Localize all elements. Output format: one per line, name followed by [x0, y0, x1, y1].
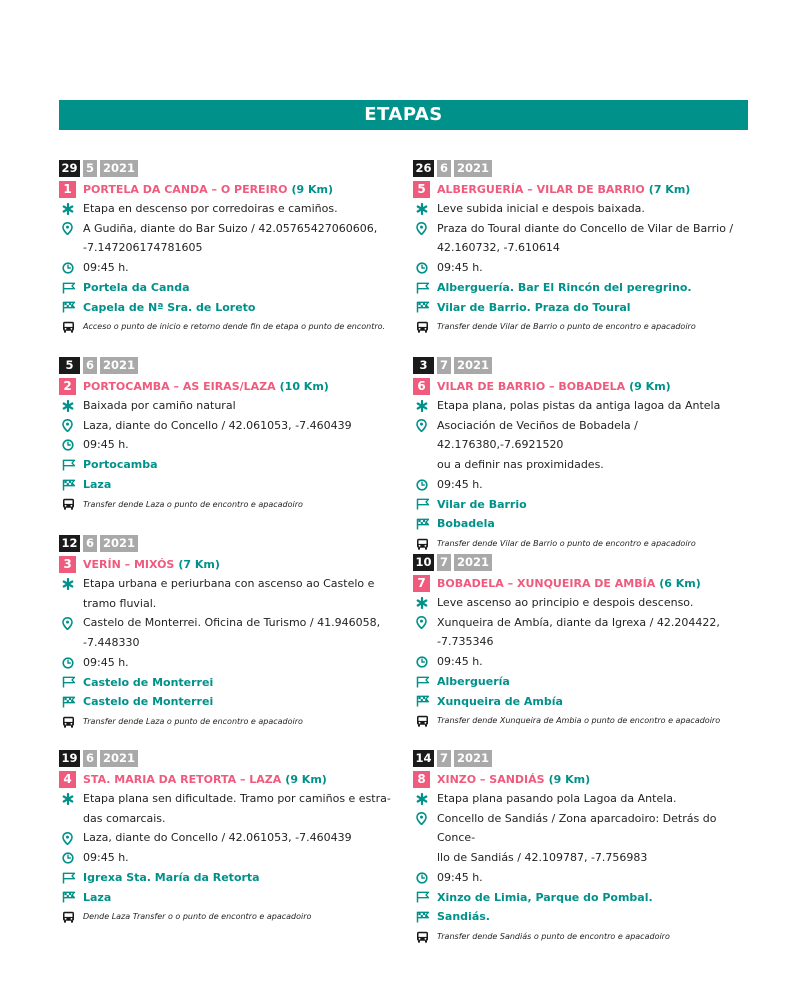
clock-icon-glyph [62, 852, 74, 864]
asterisk-icon-glyph [62, 203, 74, 215]
stage-transport-text: Transfer dende Laza o punto de encontro e apacadoiro [83, 716, 303, 726]
stage-meeting-point-line: llo de Sandiás / 42.109787, -7.756983 [437, 851, 648, 865]
clock-icon [59, 848, 83, 868]
stage-description [59, 396, 394, 416]
stage-finish [59, 475, 394, 495]
start-flag-icon [59, 455, 83, 475]
clock-icon-glyph [62, 439, 74, 451]
finish-flag-icon-glyph [416, 518, 430, 530]
finish-flag-icon-glyph [62, 891, 76, 903]
asterisk-icon [413, 396, 437, 416]
stage-description-line: Baixada por camiño natural [83, 399, 236, 412]
date-month: 5 [83, 160, 97, 177]
stage-card [413, 750, 748, 947]
start-flag-icon-glyph [416, 498, 430, 510]
location-pin-icon [413, 219, 437, 239]
stage-meeting-point [413, 219, 748, 258]
bus-icon [59, 712, 83, 732]
bus-icon-glyph [62, 321, 75, 333]
stage-name: STA. MARIA DA RETORTA – LAZA [83, 773, 282, 786]
stage-number-badge: 5 [413, 181, 430, 198]
date-month: 6 [83, 357, 97, 374]
stage-finish [413, 692, 748, 712]
start-flag-icon-glyph [62, 676, 76, 688]
location-pin-icon-glyph [416, 616, 427, 629]
stage-transport-text: Transfer dende Xunqueira de Ambia o punto de encontro e apacadoiro [437, 716, 721, 726]
finish-flag-icon [59, 888, 83, 908]
bus-icon-glyph [416, 321, 429, 333]
stage-start-text: Portocamba [83, 458, 158, 472]
date-day: 29 [59, 160, 80, 177]
stage-distance: (9 Km) [291, 183, 334, 196]
start-flag-icon-glyph [416, 282, 430, 294]
finish-flag-icon-glyph [416, 695, 430, 707]
stage-time-text: 09:45 h. [437, 261, 483, 275]
stage-transport-text: Acceso o punto de inicio e retorno dende fin de etapa o punto de encontro. [83, 322, 386, 332]
asterisk-icon [59, 574, 83, 594]
clock-icon [413, 475, 437, 495]
stage-date [413, 750, 748, 767]
stage-time [413, 475, 748, 495]
stage-distance: (7 Km) [178, 558, 220, 571]
stage-meeting-point-line: A Gudiña, diante do Bar Suizo / 42.05765427060606, [83, 221, 378, 235]
stage-description-line: tramo fluvial. [83, 596, 157, 610]
stage-time [59, 653, 394, 673]
clock-icon-glyph [416, 479, 428, 491]
stage-start-text: Igrexa Sta. María da Retorta [83, 870, 260, 884]
asterisk-icon [59, 789, 83, 809]
stage-start [59, 455, 394, 475]
location-pin-icon-glyph [62, 617, 73, 630]
stage-name: PORTOCAMBA – AS EIRAS/LAZA [83, 380, 276, 393]
stage-card [413, 160, 748, 337]
start-flag-icon [413, 672, 437, 692]
stage-description-text [83, 199, 394, 219]
finish-flag-icon [413, 907, 437, 927]
date-month: 7 [437, 554, 451, 571]
clock-icon [413, 258, 437, 278]
bus-icon-glyph [62, 911, 75, 923]
stage-start [59, 868, 394, 888]
stage-meeting-point-line: -7.147206174781605 [83, 241, 203, 255]
finish-flag-icon [413, 298, 437, 318]
stage-time-text: 09:45 h. [83, 851, 129, 865]
stage-date [413, 160, 748, 177]
stage-start-text: Vilar de Barrio [437, 497, 527, 511]
date-month: 6 [83, 750, 97, 767]
stage-meeting-point-text [83, 219, 394, 258]
date-month: 7 [437, 750, 451, 767]
stage-meeting-point-text [83, 828, 394, 848]
stage-description-line: Etapa urbana e periurbana con ascenso ao Castelo e [83, 577, 375, 590]
location-pin-icon [59, 613, 83, 633]
stage-description-text [437, 396, 748, 416]
finish-flag-icon-glyph [62, 301, 76, 313]
finish-flag-icon [413, 514, 437, 534]
clock-icon [413, 868, 437, 888]
stage-number-badge: 3 [59, 556, 76, 573]
clock-icon-glyph [416, 656, 428, 668]
date-month: 7 [437, 357, 451, 374]
stage-finish [59, 888, 394, 908]
location-pin-icon-glyph [62, 832, 73, 845]
asterisk-icon-glyph [416, 400, 428, 412]
stage-transport [59, 712, 394, 732]
stage-card [59, 535, 394, 732]
stage-description [413, 396, 748, 416]
clock-icon [59, 435, 83, 455]
location-pin-icon-glyph [62, 222, 73, 235]
location-pin-icon [59, 219, 83, 239]
stage-finish-text: Sandiás. [437, 910, 490, 924]
stage-title [59, 555, 394, 574]
stage-description-line: Etapa en descenso por corredoiras e camiños. [83, 202, 338, 215]
clock-icon [413, 652, 437, 672]
clock-icon-glyph [416, 872, 428, 884]
stage-date [413, 554, 748, 571]
stage-distance: (7 Km) [648, 183, 691, 196]
stage-meeting-point [413, 613, 748, 652]
stage-finish [413, 298, 748, 318]
stage-finish-text: Vilar de Barrio. Praza do Toural [437, 300, 631, 314]
stage-meeting-point-text [83, 613, 394, 652]
stage-meeting-point-line: Concello de Sandiás / Zona aparcadoiro: Detrás do Conce- [437, 811, 717, 845]
stage-meeting-point [59, 219, 394, 258]
stage-title [413, 377, 748, 396]
stage-meeting-point-line: ou a definir nas proximidades. [437, 458, 604, 472]
stage-finish-text: Xunqueira de Ambía [437, 694, 563, 708]
stage-start [413, 278, 748, 298]
stage-date [413, 357, 748, 374]
stage-start-text: Xinzo de Limia, Parque do Pombal. [437, 890, 653, 904]
clock-icon [59, 653, 83, 673]
stage-meeting-point-line: Xunqueira de Ambía, diante da Igrexa / 42.204422, [437, 615, 720, 629]
stage-description [59, 789, 394, 828]
stage-meeting-point-text [437, 219, 748, 258]
stage-transport [59, 317, 394, 337]
stage-start [59, 278, 394, 298]
date-year: 2021 [100, 750, 138, 767]
location-pin-icon [59, 828, 83, 848]
stage-date [59, 750, 394, 767]
date-year: 2021 [100, 357, 138, 374]
stage-start [59, 673, 394, 693]
stage-meeting-point-line: 42.160732, -7.610614 [437, 241, 560, 255]
stage-name: PORTELA DA CANDA – O PEREIRO [83, 183, 288, 196]
finish-flag-icon-glyph [62, 696, 76, 708]
stage-time-text: 09:45 h. [437, 655, 483, 669]
date-year: 2021 [454, 554, 492, 571]
stage-number-badge: 2 [59, 378, 76, 395]
bus-icon [59, 907, 83, 927]
stage-meeting-point [413, 809, 748, 868]
stage-finish-text: Bobadela [437, 517, 495, 531]
stage-number-badge: 4 [59, 771, 76, 788]
stage-start [413, 888, 748, 908]
location-pin-icon-glyph [416, 222, 427, 235]
stage-description [413, 789, 748, 809]
stage-description [413, 593, 748, 613]
asterisk-icon [413, 593, 437, 613]
asterisk-icon [59, 199, 83, 219]
section-title-banner: ETAPAS [59, 100, 748, 130]
stage-finish [413, 907, 748, 927]
stage-time-text: 09:45 h. [437, 870, 483, 884]
stage-description-line: Etapa plana, polas pistas da antiga lagoa da Antela [437, 399, 721, 412]
stage-description-text [83, 789, 394, 828]
date-day: 14 [413, 750, 434, 767]
stage-number-badge: 8 [413, 771, 430, 788]
stage-meeting-point-text [437, 809, 748, 868]
stage-meeting-point [59, 416, 394, 436]
stage-start [413, 495, 748, 515]
stage-description-line: das comarcais. [83, 811, 166, 825]
date-day: 3 [413, 357, 434, 374]
stage-name: VILAR DE BARRIO – BOBADELA [437, 380, 626, 393]
stage-date [59, 535, 394, 552]
bus-icon-glyph [416, 715, 429, 727]
start-flag-icon [59, 673, 83, 693]
asterisk-icon [59, 396, 83, 416]
stage-name: XINZO – SANDIÁS [437, 773, 545, 786]
stage-card [59, 357, 394, 514]
stage-distance: (10 Km) [279, 380, 329, 393]
start-flag-icon-glyph [62, 282, 76, 294]
stage-start-text: Castelo de Monterrei [83, 675, 214, 689]
stage-meeting-point-line: Praza do Toural diante do Concello de Vilar de Barrio / [437, 221, 734, 235]
stage-description-line: Leve subida inicial e despois baixada. [437, 202, 645, 215]
stage-description-text [83, 396, 394, 416]
stage-number-badge: 1 [59, 181, 76, 198]
stage-distance: (9 Km) [548, 773, 591, 786]
stage-time [413, 258, 748, 278]
stage-time-text: 09:45 h. [83, 438, 129, 452]
stage-transport-text: Transfer dende Vilar de Barrio o punto de encontro e apacadoiro [437, 538, 696, 548]
stage-distance: (6 Km) [659, 577, 701, 590]
asterisk-icon-glyph [62, 578, 74, 590]
stage-description-line: Etapa plana sen dificultade. Tramo por camiños e estra- [83, 792, 391, 805]
stage-meeting-point-line: -7.735346 [437, 635, 494, 649]
stage-time-text: 09:45 h. [437, 477, 483, 491]
clock-icon-glyph [416, 262, 428, 274]
stage-finish [59, 298, 394, 318]
bus-icon-glyph [416, 931, 429, 943]
location-pin-icon [413, 809, 437, 829]
bus-icon [413, 711, 437, 731]
stage-time [59, 848, 394, 868]
stage-finish-text: Capela de Nª Sra. de Loreto [83, 300, 256, 314]
date-day: 10 [413, 554, 434, 571]
stage-name: VERÍN – MIXÓS [83, 558, 175, 571]
start-flag-icon [59, 278, 83, 298]
finish-flag-icon [59, 692, 83, 712]
stage-title [59, 770, 394, 789]
finish-flag-icon-glyph [62, 479, 76, 491]
stage-title [413, 770, 748, 789]
stage-distance: (9 Km) [285, 773, 327, 786]
stage-description-line: Leve ascenso ao principio e despois descenso. [437, 596, 694, 609]
bus-icon-glyph [416, 538, 429, 550]
stage-transport [413, 711, 748, 731]
stage-distance: (9 Km) [629, 380, 671, 393]
date-year: 2021 [454, 357, 492, 374]
bus-icon-glyph [62, 498, 75, 510]
stage-card [59, 160, 394, 337]
stage-title [59, 377, 394, 396]
stage-number-badge: 7 [413, 575, 430, 592]
stage-description-text [83, 574, 394, 613]
stage-description [59, 199, 394, 219]
stage-transport [59, 907, 394, 927]
date-year: 2021 [100, 535, 138, 552]
date-day: 12 [59, 535, 80, 552]
location-pin-icon-glyph [62, 419, 73, 432]
stage-description-text [437, 199, 748, 219]
stage-start-text: Alberguería. Bar El Rincón del peregrino. [437, 280, 692, 294]
stage-description-text [437, 789, 748, 809]
start-flag-icon [413, 278, 437, 298]
finish-flag-icon [59, 475, 83, 495]
location-pin-icon-glyph [416, 419, 427, 432]
stage-name: ALBERGUERÍA – VILAR DE BARRIO [437, 183, 645, 196]
asterisk-icon-glyph [416, 203, 428, 215]
finish-flag-icon [59, 298, 83, 318]
stage-description-line: Etapa plana pasando pola Lagoa da Antela. [437, 792, 677, 805]
stage-meeting-point-line: Asociación de Veciños de Bobadela / 42.176380,-7.6921520 [437, 418, 638, 452]
bus-icon [413, 317, 437, 337]
start-flag-icon [413, 495, 437, 515]
date-day: 5 [59, 357, 80, 374]
stage-meeting-point-text [437, 613, 748, 652]
stage-start [413, 672, 748, 692]
stage-description [413, 199, 748, 219]
stage-transport-text: Transfer dende Sandiás o punto de encontro e apacadoiro [437, 931, 670, 941]
stage-card [59, 750, 394, 927]
stage-time [413, 652, 748, 672]
date-day: 26 [413, 160, 434, 177]
date-month: 6 [437, 160, 451, 177]
stage-time-text: 09:45 h. [83, 655, 129, 669]
bus-icon [59, 495, 83, 515]
stage-title [413, 574, 748, 593]
asterisk-icon [413, 199, 437, 219]
date-year: 2021 [100, 160, 138, 177]
location-pin-icon [59, 416, 83, 436]
stage-transport [59, 495, 394, 515]
stage-start-text: Alberguería [437, 674, 510, 688]
stage-description-text [437, 593, 748, 613]
date-month: 6 [83, 535, 97, 552]
stage-number-badge: 6 [413, 378, 430, 395]
finish-flag-icon [413, 692, 437, 712]
stage-time-text: 09:45 h. [83, 261, 129, 275]
stage-transport-text: Transfer dende Vilar de Barrio o punto de encontro e apacadoiro [437, 322, 696, 332]
stage-title [413, 180, 748, 199]
stage-description [59, 574, 394, 613]
clock-icon-glyph [62, 262, 74, 274]
stage-meeting-point [59, 613, 394, 652]
stage-time [59, 435, 394, 455]
date-year: 2021 [454, 750, 492, 767]
start-flag-icon-glyph [62, 872, 76, 884]
stage-meeting-point-line: Laza, diante do Concello / 42.061053, -7.460439 [83, 831, 352, 845]
stage-date [59, 357, 394, 374]
asterisk-icon-glyph [62, 793, 74, 805]
stage-meeting-point-line: Laza, diante do Concello / 42.061053, -7.460439 [83, 418, 352, 432]
location-pin-icon-glyph [416, 812, 427, 825]
bus-icon [413, 534, 437, 554]
stage-card [413, 554, 748, 731]
start-flag-icon-glyph [416, 891, 430, 903]
stage-name: BOBADELA – XUNQUEIRA DE AMBÍA [437, 577, 656, 590]
bus-icon [59, 317, 83, 337]
asterisk-icon-glyph [416, 597, 428, 609]
date-day: 19 [59, 750, 80, 767]
date-year: 2021 [454, 160, 492, 177]
stage-transport [413, 927, 748, 947]
stage-meeting-point [413, 416, 748, 475]
stage-transport-text: Dende Laza Transfer o o punto de encontro e apacadoiro [83, 912, 312, 922]
stage-title [59, 180, 394, 199]
clock-icon-glyph [62, 657, 74, 669]
start-flag-icon [413, 888, 437, 908]
location-pin-icon [413, 613, 437, 633]
asterisk-icon-glyph [62, 400, 74, 412]
stage-meeting-point-text [83, 416, 394, 436]
stage-card [413, 357, 748, 554]
stage-finish-text: Laza [83, 477, 112, 491]
stage-finish-text: Castelo de Monterrei [83, 695, 214, 709]
stage-meeting-point-line: -7.448330 [83, 636, 140, 650]
asterisk-icon-glyph [416, 793, 428, 805]
stage-finish-text: Laza [83, 890, 112, 904]
stage-start-text: Portela da Canda [83, 280, 190, 294]
finish-flag-icon-glyph [416, 911, 430, 923]
stage-meeting-point [59, 828, 394, 848]
start-flag-icon-glyph [416, 676, 430, 688]
stage-time [59, 258, 394, 278]
start-flag-icon-glyph [62, 459, 76, 471]
stage-transport [413, 534, 748, 554]
finish-flag-icon-glyph [416, 301, 430, 313]
stage-meeting-point-text [437, 416, 748, 475]
stage-transport [413, 317, 748, 337]
stage-meeting-point-line: Castelo de Monterrei. Oficina de Turismo / 41.946058, [83, 616, 381, 630]
bus-icon [413, 927, 437, 947]
stage-time [413, 868, 748, 888]
asterisk-icon [413, 789, 437, 809]
stage-finish [413, 514, 748, 534]
stage-transport-text: Transfer dende Laza o punto de encontro e apacadoiro [83, 499, 303, 509]
start-flag-icon [59, 868, 83, 888]
stage-date [59, 160, 394, 177]
stage-finish [59, 692, 394, 712]
clock-icon [59, 258, 83, 278]
location-pin-icon [413, 416, 437, 436]
bus-icon-glyph [62, 716, 75, 728]
